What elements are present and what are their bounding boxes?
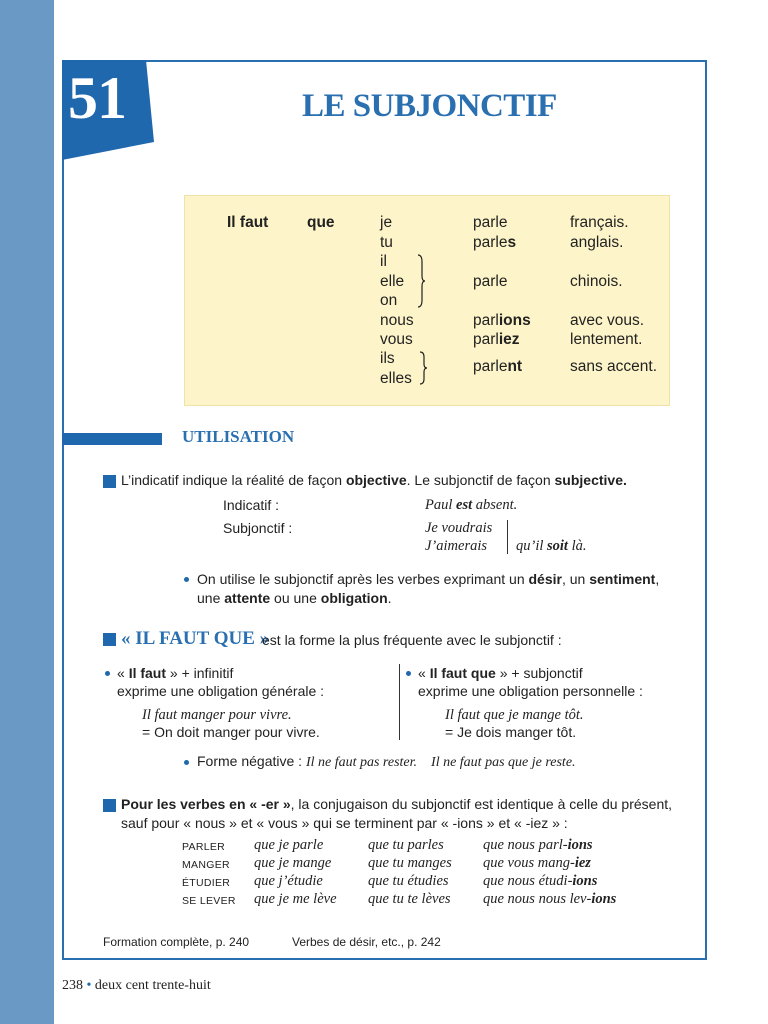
brace-ils-elles	[419, 351, 427, 385]
verb-infinitive: MANGER	[182, 859, 230, 871]
subjonctif-example-2: J’aimerais	[425, 538, 488, 554]
il-faut-que-heading: « IL FAUT QUE »	[121, 628, 270, 649]
reference-formation[interactable]: Formation complète, p. 240	[103, 935, 250, 949]
indicatif-label: Indicatif :	[223, 497, 280, 513]
section-bar	[62, 433, 162, 445]
bullet-dot-icon	[184, 760, 189, 765]
verb-form: parle	[473, 214, 508, 231]
bullet-dot-icon	[105, 671, 110, 676]
page-number: 238 • deux cent trente-huit	[62, 978, 211, 993]
que-label: que	[307, 214, 335, 231]
verb-form: parle	[473, 273, 508, 290]
reference-verbes-desir[interactable]: Verbes de désir, etc., p. 242	[292, 935, 441, 949]
subjonctif-example-3: qu’il soit là.	[516, 538, 587, 554]
verb-form: que tu manges	[368, 855, 452, 871]
verb-form: parlent	[473, 358, 523, 375]
desir-paragraph-line2: une attente ou une obligation.	[197, 590, 392, 606]
right-example-2: = Je dois manger tôt.	[445, 724, 577, 740]
verb-form: parlions	[473, 312, 531, 329]
obligation-personnelle: exprime une obligation personnelle :	[418, 683, 643, 699]
obligation-generale: exprime une obligation générale :	[117, 683, 325, 699]
verb-form: parles	[473, 234, 517, 251]
right-example-1: Il faut que je mange tôt.	[445, 707, 584, 723]
il-faut-que-description: est la forme la plus fréquente avec le subjonctif :	[262, 632, 562, 648]
verb-form: que nous nous lev-ions	[483, 891, 617, 907]
desir-paragraph-line1: On utilise le subjonctif après les verbes exprimant un désir, un sentiment,	[197, 571, 660, 587]
verbes-er-paragraph-line2: sauf pour « nous » et « vous » qui se terminent par « -ions » et « -iez » :	[121, 815, 568, 831]
verb-form: que nous étudi-ions	[483, 873, 598, 889]
column-divider	[399, 664, 400, 740]
verb-form: que tu étudies	[368, 873, 449, 889]
example-divider	[507, 520, 508, 554]
verb-form: que tu te lèves	[368, 891, 451, 907]
square-bullet-icon	[103, 475, 116, 488]
verb-infinitive: SE LEVER	[182, 895, 236, 907]
complement: avec vous.	[570, 312, 645, 329]
verb-form: que nous parl-ions	[483, 837, 593, 853]
subjonctif-example-1: Je voudrais	[425, 520, 493, 536]
verb-form: que je me lève	[254, 891, 337, 907]
pronoun: vous	[380, 331, 413, 348]
subjonctif-label: Subjonctif :	[223, 520, 293, 536]
chapter-title: LE SUBJONCTIF	[302, 88, 557, 124]
indicatif-paragraph: L’indicatif indique la réalité de façon objective. Le subjonctif de façon subjective.	[121, 472, 627, 488]
square-bullet-icon	[103, 799, 116, 812]
pronoun: ils	[380, 350, 395, 367]
left-example-1: Il faut manger pour vivre.	[142, 707, 292, 723]
verb-form: que je parle	[254, 837, 324, 853]
complement: chinois.	[570, 273, 623, 290]
il-faut-que-subjonctif: « Il faut que » + subjonctif	[418, 665, 583, 681]
bullet-dot-icon	[184, 577, 189, 582]
bullet-dot-icon	[406, 671, 411, 676]
verb-form: parliez	[473, 331, 520, 348]
chapter-number-tab	[62, 60, 154, 160]
pronoun: elle	[380, 273, 405, 290]
indicatif-example: Paul est absent.	[425, 497, 518, 513]
page-spine	[0, 0, 54, 1024]
square-bullet-icon	[103, 633, 116, 646]
left-example-2: = On doit manger pour vivre.	[142, 724, 320, 740]
pronoun: on	[380, 292, 398, 309]
pronoun: il	[380, 253, 387, 270]
complement: lentement.	[570, 331, 643, 348]
verb-infinitive: ÉTUDIER	[182, 877, 231, 889]
forme-negative: Forme négative : Il ne faut pas rester. Il ne faut pas que je reste.	[197, 753, 576, 770]
brace-il-elle-on	[417, 254, 425, 308]
pronoun: nous	[380, 312, 414, 329]
chapter-number: 51	[68, 65, 126, 131]
bullet-dot-icon: •	[86, 978, 92, 993]
pronoun: je	[380, 214, 393, 231]
verb-form: que j’étudie	[254, 873, 323, 889]
verb-infinitive: PARLER	[182, 841, 226, 853]
verbes-er-paragraph-line1: Pour les verbes en « -er », la conjugaison du subjonctif est identique à celle du présent,	[121, 796, 673, 812]
verb-form: que je mange	[254, 855, 332, 871]
complement: anglais.	[570, 234, 624, 251]
il-faut-label: Il faut	[227, 214, 269, 231]
complement: sans accent.	[570, 358, 658, 375]
verb-form: que vous mang-iez	[483, 855, 591, 871]
complement: français.	[570, 214, 629, 231]
il-faut-infinitif: « Il faut » + infinitif	[117, 665, 234, 681]
conjugation-table	[184, 195, 670, 406]
pronoun: tu	[380, 234, 393, 251]
section-title: UTILISATION	[182, 427, 295, 446]
pronoun: elles	[380, 370, 412, 387]
verb-form: que tu parles	[368, 837, 444, 853]
